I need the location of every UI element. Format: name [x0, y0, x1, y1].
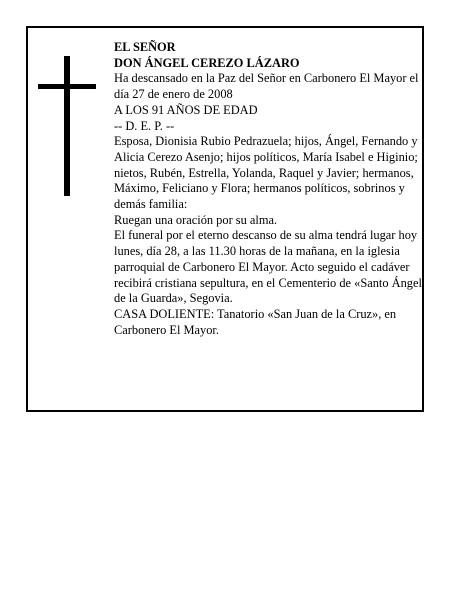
rest-statement: Ha descansado en la Paz del Señor en Carbonero El Mayor el día 27 de enero de 2008	[114, 71, 419, 102]
mourning-house: CASA DOLIENTE: Tanatorio «San Juan de la Cruz», en Carbonero El Mayor.	[114, 306, 397, 337]
cross-icon-crossbar	[38, 84, 96, 89]
rip-line: -- D. E. P. --	[114, 118, 175, 133]
prayer-request: Ruegan una oración por su alma.	[114, 212, 278, 227]
obituary-title: EL SEÑOR	[114, 40, 176, 54]
cross-icon	[64, 56, 70, 196]
funeral-details: El funeral por el eterno descanso de su alma tendrá lugar hoy lunes, día 28, a las 11.30 horas de la mañana, en la iglesia parroquial de Carbonero El Mayor. Acto seguido el cadáver recibirá cristiana sepultura, en el Cementerio de «Santo Ángel de la Guarda», Segovia.	[114, 228, 422, 306]
age-line: A LOS 91 AÑOS DE EDAD	[114, 102, 258, 117]
obituary-text	[114, 40, 432, 338]
deceased-name: DON ÁNGEL CEREZO LÁZARO	[114, 55, 300, 70]
family-list: Esposa, Dionisia Rubio Pedrazuela; hijos, Ángel, Fernando y Alicia Cerezo Asenjo; hijos políticos, María Isabel e Higinio; nietos, Rubén, Estrella, Yolanda, Raquel y Javier; hermanos, Máximo, Feliciano y Flora; hermanos políticos, sobrinos y demás familia:	[114, 134, 418, 212]
